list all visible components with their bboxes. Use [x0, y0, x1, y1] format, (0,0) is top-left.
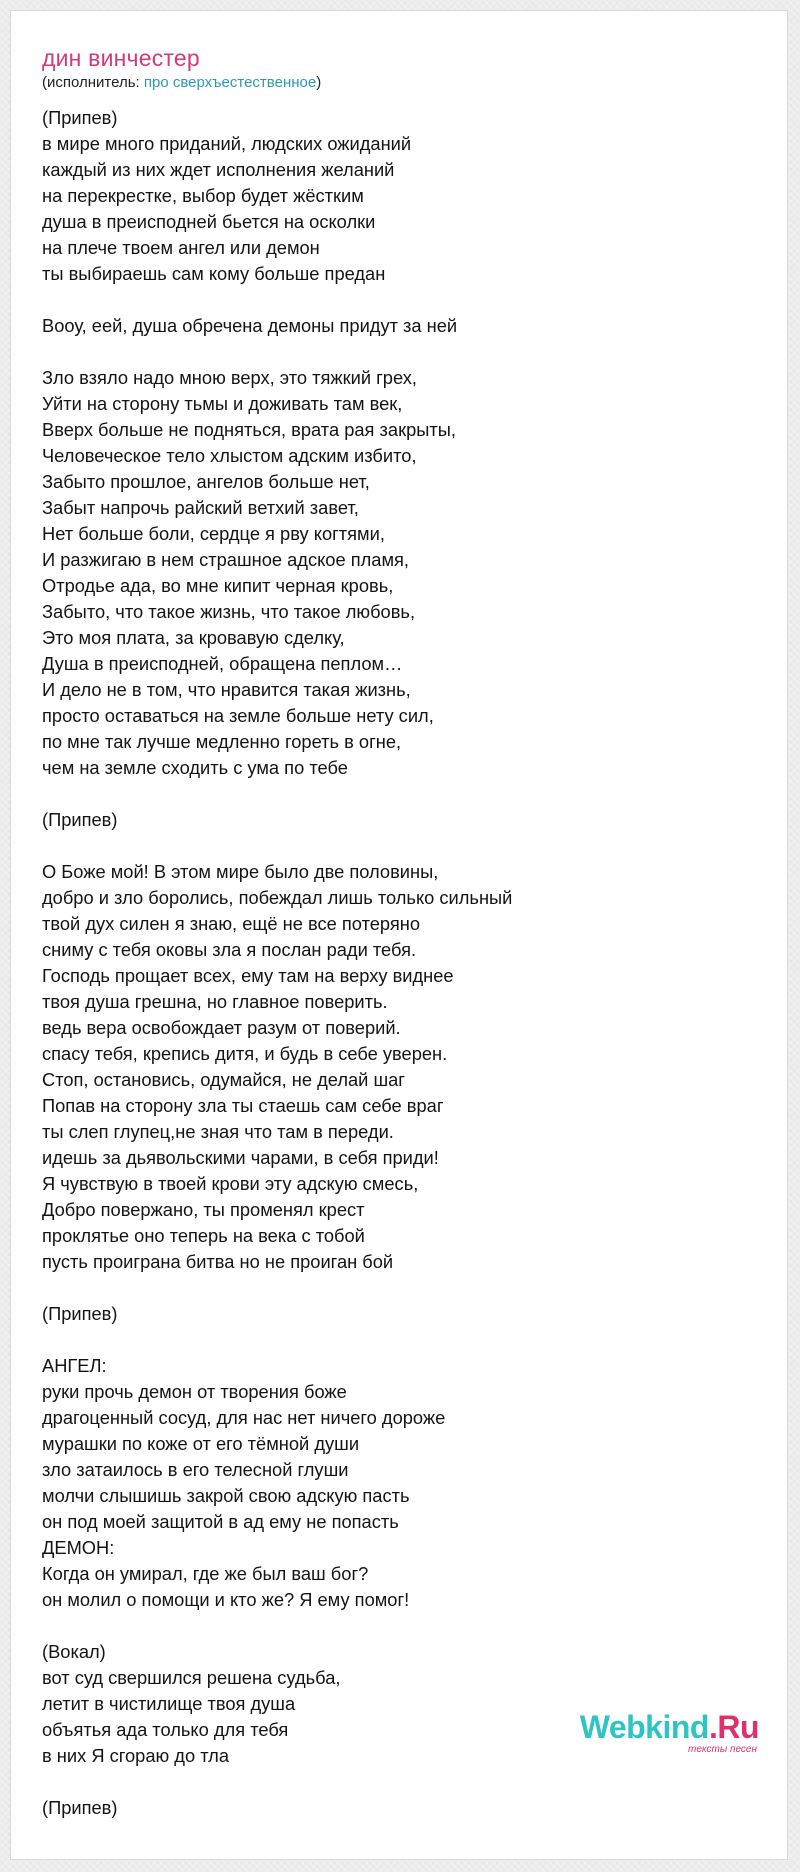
brand-name-main: Webkind — [579, 1709, 709, 1745]
song-title: дин винчестер — [42, 45, 200, 71]
lyrics-text: (Припев) в мире много приданий, людских ожиданий каждый из них ждет исполнения желаний на перекрестке, выбор будет жёстким душа в преисподней бьется на осколки на плече твоем ангел или демон ты выбираешь сам кому больше предан Вооу, еей, душа обречена демоны придут за ней Зло взяло надо мною верх, это тяжкий грех, Уйти на сторону тьмы и доживать там век, Вверх больше не подняться, врата рая закрыты, Человеческое тело хлыстом адским избито, Забыто прошлое, ангелов больше нет, Забыт напрочь райский ветхий завет, Нет больше боли, сердце я рву когтями, И разжигаю в нем страшное адское пламя, Отродье ада, во мне кипит черная кровь, Забыто, что такое жизнь, что такое любовь, Это моя плата, за кровавую сделку, Душа в преисподней, обращена пеплом… И дело не в том, что нравится такая жизнь, просто оставаться на земле больше нету сил, по мне так лучше медленно гореть в огне, чем на земле сходить с ума по тебе (Припев) О Боже мой! В этом мире было две половины, добро и зло боролись, побеждал лишь только сильный твой дух силен я знаю, ещё не все потеряно сниму с тебя оковы зла я послан ради тебя. Господь прощает всех, ему там на верху виднее твоя душа грешна, но главное поверить. ведь вера освобождает разум от поверий. спасу тебя, крепись дитя, и будь в себе уверен. Стоп, остановись, одумайся, не делай шаг Попав на сторону зла ты стаешь сам себе враг ты слеп глупец,не зная что там в переди. идешь за дьявольскими чарами, в себя приди! Я чувствую в твоей крови эту адскую смесь, Добро повержано, ты променял крест проклятье оно теперь на века с тобой пусть проиграна битва но не проиган бой (Припев) АНГЕЛ: руки прочь демон от творения боже драгоценный сосуд, для нас нет ничего дороже мурашки по коже от его тёмной души зло затаилось в его телесной глуши молчи слышишь закрой свою адскую пасть он под моей защитой в ад ему не попасть ДЕМОН: Когда он умирал, где же был ваш бог? он молил о помощи и кто же? Я ему помог! (Вокал) вот суд свершился решена судьба, летит в чистилище твоя душа объятья ада только для тебя в них Я сгораю до тла (Припев) — [42, 107, 513, 1818]
brand-name — [549, 1711, 759, 1743]
brand-slogan: тексты песен — [688, 1744, 757, 1755]
artist-link[interactable]: про сверхъестественное — [143, 74, 317, 91]
lyrics-page — [10, 10, 788, 1860]
brand-tld: .Ru — [708, 1709, 759, 1745]
artist-line — [42, 74, 321, 91]
artist-suffix: ) — [316, 74, 322, 91]
brand-logo[interactable] — [549, 1711, 759, 1755]
artist-prefix: (исполнитель: — [42, 74, 144, 91]
